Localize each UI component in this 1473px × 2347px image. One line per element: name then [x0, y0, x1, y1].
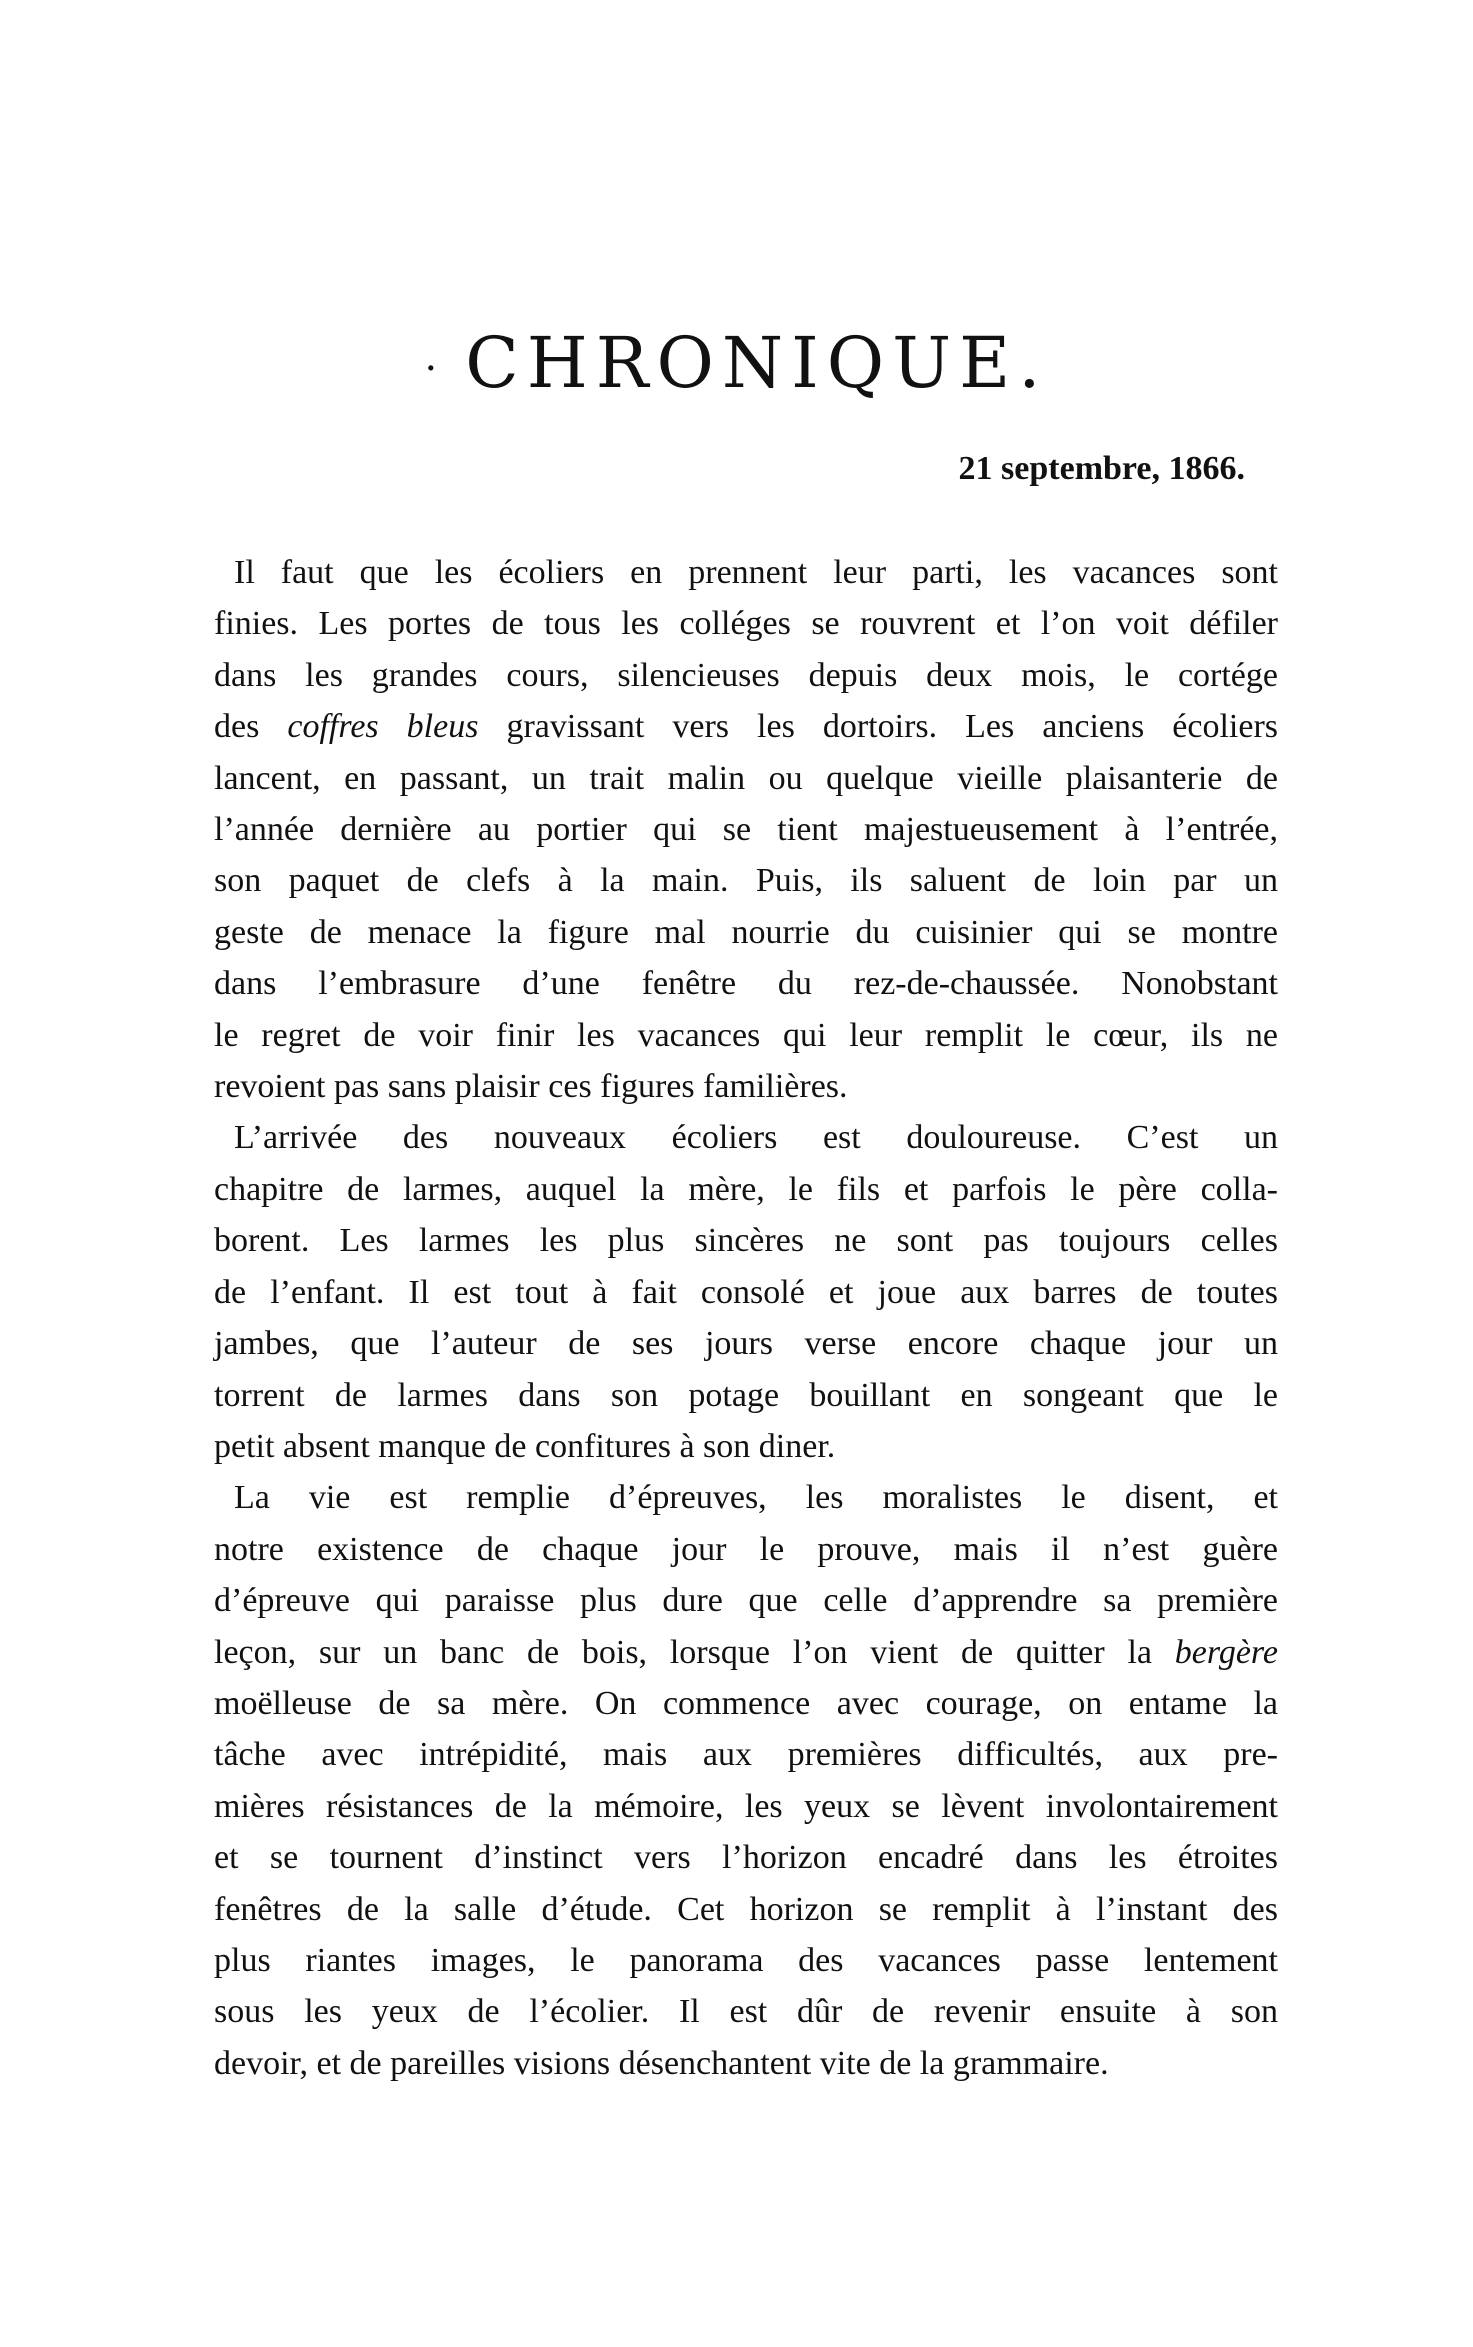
- text-line: notre existence de chaque jour le prouve, mais il n’est guère: [214, 1530, 1278, 1568]
- title-text: CHRONIQUE.: [465, 322, 1049, 404]
- text-line: borent. Les larmes les plus sincères ne sont pas toujours celles: [214, 1222, 1278, 1260]
- text-line: de l’enfant. Il est tout à fait consolé et joue aux barres de toutes: [214, 1273, 1278, 1311]
- text-line: dans l’embrasure d’une fenêtre du rez-de-chaussée. Nonobstant: [214, 965, 1278, 1003]
- text-line: devoir, et de pareilles visions désenchantent vite de la grammaire.: [214, 2044, 1109, 2082]
- text-line: d’épreuve qui paraisse plus dure que celle d’apprendre sa première: [214, 1582, 1278, 1620]
- italic-text: bergère: [1174, 1633, 1278, 1671]
- text-line: geste de menace la figure mal nourrie du cuisinier qui se montre: [214, 913, 1278, 951]
- page-title: [0, 318, 1473, 414]
- text-line: chapitre de larmes, auquel la mère, le fils et parfois le père colla-: [214, 1170, 1278, 1208]
- text-line: plus riantes images, le panorama des vacances passe lentement: [214, 1941, 1278, 1979]
- italic-text: coffres bleus: [287, 708, 479, 746]
- text-line: finies. Les portes de tous les colléges se rouvrent et l’on voit défiler: [214, 605, 1278, 643]
- text-line: l’année dernière au portier qui se tient majestueusement à l’entrée,: [214, 811, 1278, 849]
- text-line: Il faut que les écoliers en prennent leur parti, les vacances sont: [234, 554, 1278, 591]
- text-line: fenêtres de la salle d’étude. Cet horizon se remplit à l’instant des: [214, 1890, 1278, 1928]
- chronicle-date: 21 septembre, 1866.: [958, 450, 1245, 487]
- text-line: dans les grandes cours, silencieuses depuis deux mois, le cortége: [214, 656, 1278, 694]
- article-body: [214, 547, 1278, 2089]
- text-line: petit absent manque de confitures à son diner.: [214, 1427, 836, 1465]
- text-line: moëlleuse de sa mère. On commence avec courage, on entame la: [214, 1684, 1278, 1722]
- text-line: La vie est remplie d’épreuves, les moralistes le disent, et: [234, 1479, 1278, 1517]
- title-dot: ·: [424, 346, 446, 392]
- text-line: tâche avec intrépidité, mais aux premières difficultés, aux pre-: [214, 1736, 1278, 1774]
- text-line: son paquet de clefs à la main. Puis, ils saluent de loin par un: [214, 862, 1278, 900]
- text-line: mières résistances de la mémoire, les yeux se lèvent involontairement: [214, 1787, 1278, 1825]
- text-line: revoient pas sans plaisir ces figures familières.: [214, 1068, 848, 1106]
- text-line: torrent de larmes dans son potage bouillant en songeant que le: [214, 1376, 1278, 1414]
- text-line: le regret de voir finir les vacances qui leur remplit le cœur, ils ne: [214, 1016, 1278, 1054]
- text-line: et se tournent d’instinct vers l’horizon encadré dans les étroites: [214, 1839, 1278, 1877]
- text-line: jambes, que l’auteur de ses jours verse encore chaque jour un: [214, 1325, 1278, 1363]
- text-line: L’arrivée des nouveaux écoliers est douloureuse. C’est un: [234, 1119, 1278, 1157]
- text-line: des coffres bleus gravissant vers les dortoirs. Les anciens écoliers: [214, 708, 1278, 746]
- text-line: lancent, en passant, un trait malin ou quelque vieille plaisanterie de: [214, 759, 1278, 797]
- text-line: sous les yeux de l’écolier. Il est dûr de revenir ensuite à son: [214, 1993, 1278, 2031]
- text-line: leçon, sur un banc de bois, lorsque l’on vient de quitter la bergère: [214, 1633, 1278, 1671]
